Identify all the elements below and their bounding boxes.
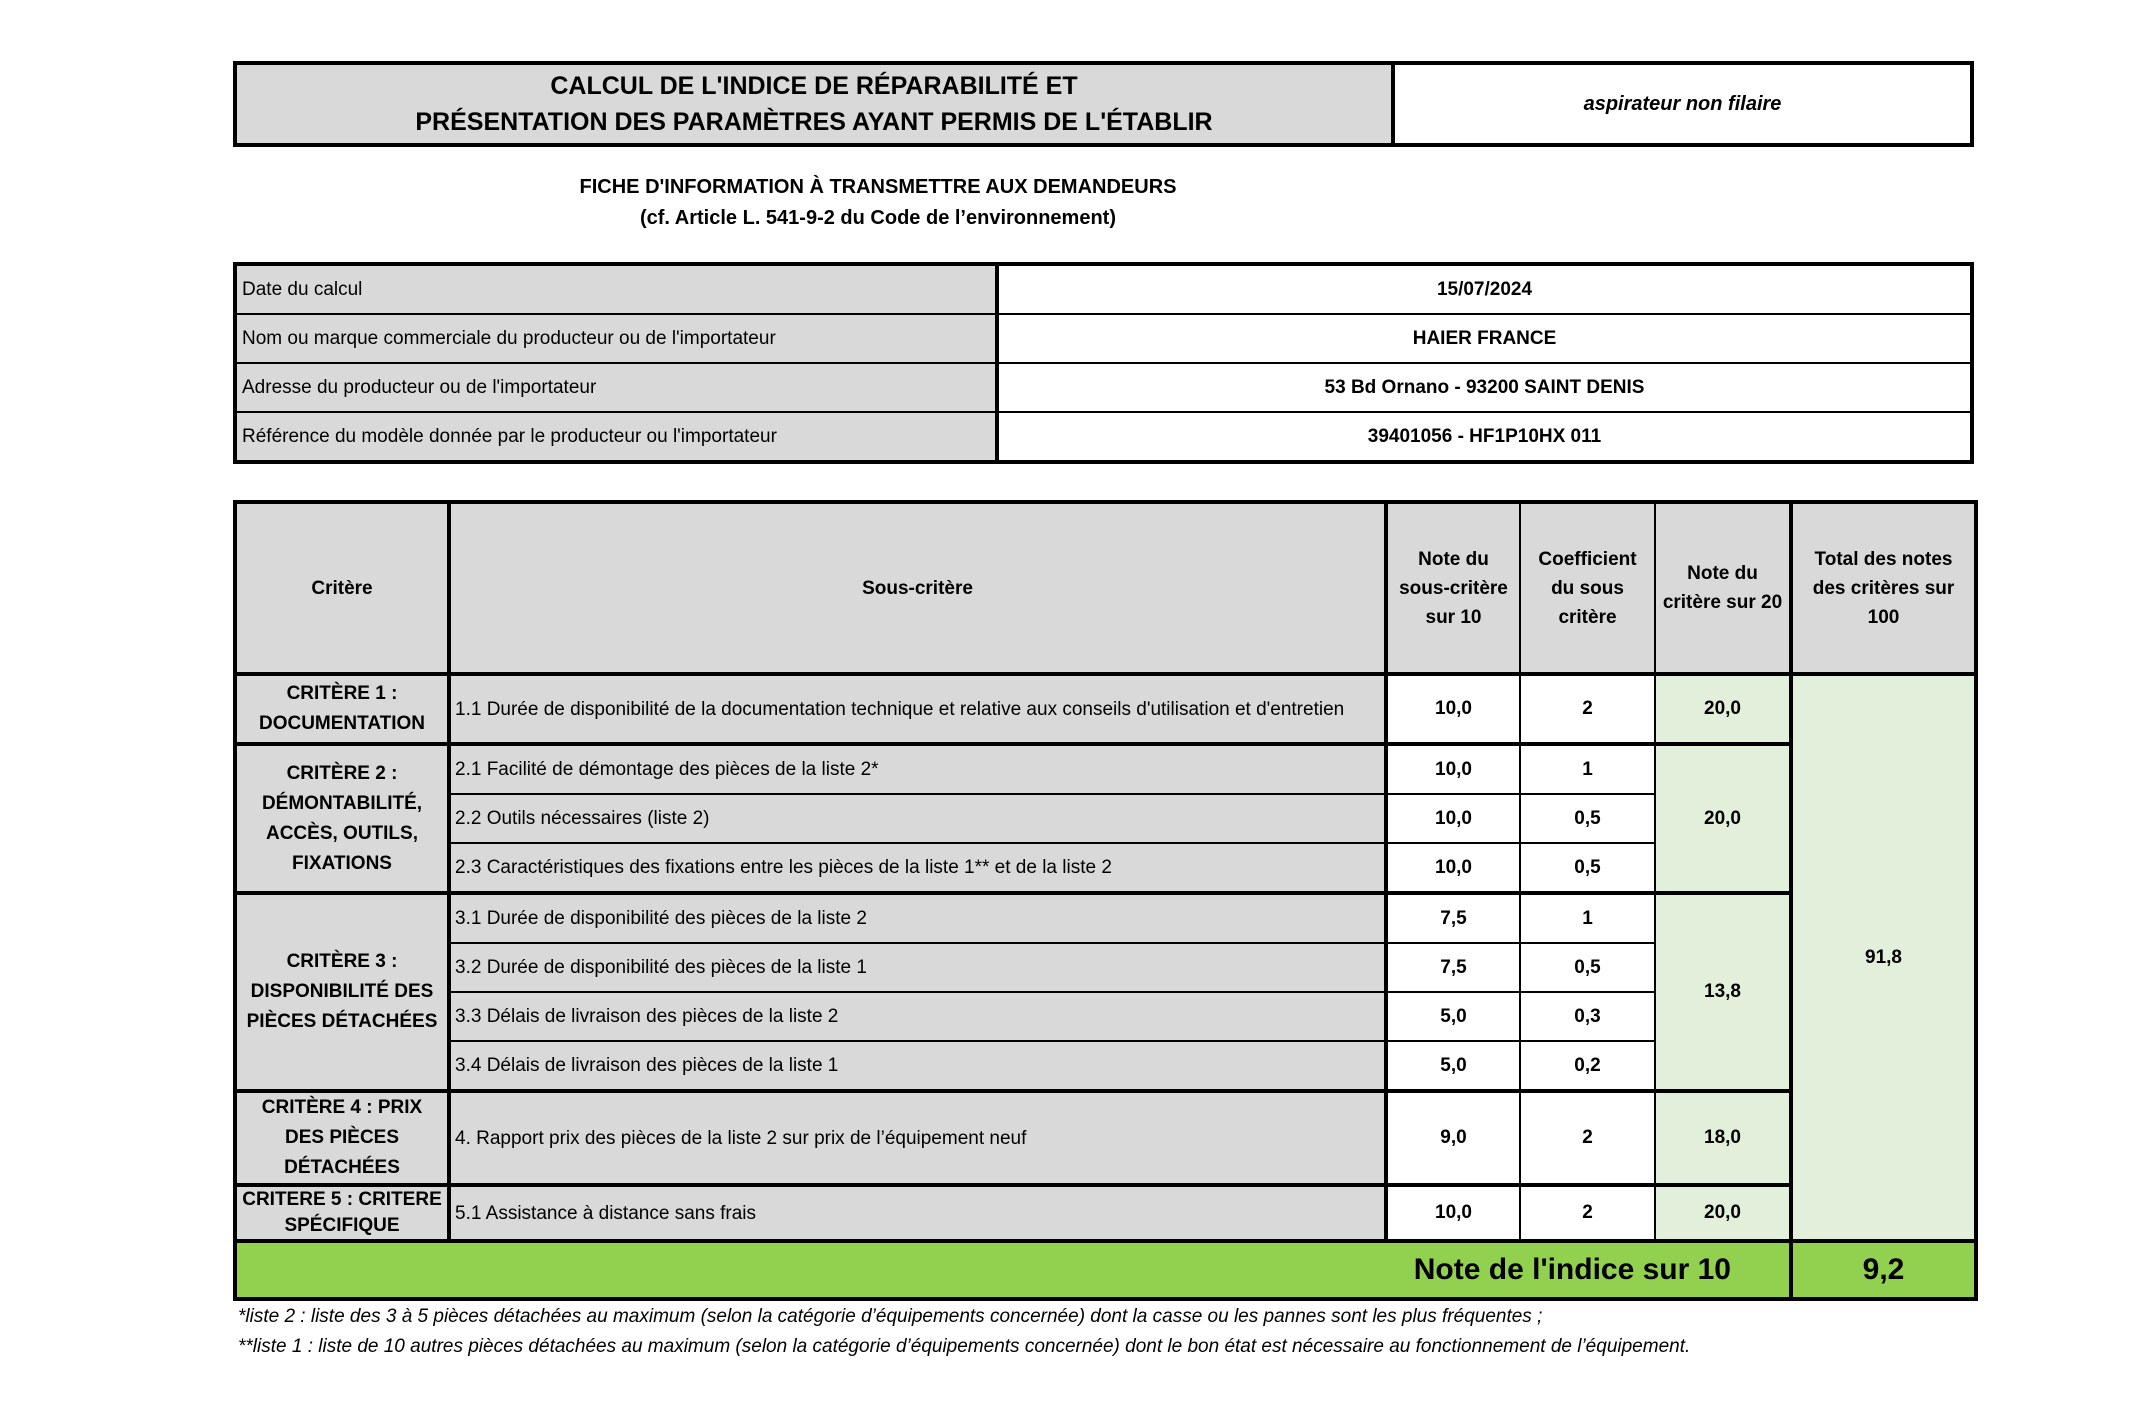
footnote: *liste 2 : liste des 3 à 5 pièces détachées au maximum (selon la catégorie d’équipements concernée) dont la casse ou les pannes sont les plus fréquentes ; [238, 1306, 1543, 1327]
col-header-note-crit: Note du critère sur 20 [1655, 502, 1791, 674]
sub-criterion-note: 10,0 [1386, 1185, 1520, 1241]
criterion-name: CRITERE 5 : CRITERE SPÉCIFIQUE [235, 1185, 449, 1241]
footnotes [238, 1302, 1978, 1362]
info-row [235, 412, 1972, 462]
col-header-coef: Coefficient du sous critère [1520, 502, 1655, 674]
sub-criterion-note: 5,0 [1386, 1041, 1520, 1091]
sub-criterion-coef: 1 [1520, 744, 1655, 794]
criterion-name: CRITÈRE 1 : DOCUMENTATION [235, 674, 449, 744]
sub-criterion-label: 3.4 Délais de livraison des pièces de la liste 1 [449, 1041, 1386, 1091]
info-row [235, 314, 1972, 363]
total-score: 91,8 [1791, 674, 1976, 1241]
table-row [235, 893, 1976, 943]
product-type: aspirateur non filaire [1583, 92, 1782, 115]
sub-criterion-label: 4. Rapport prix des pièces de la liste 2 sur prix de l’équipement neuf [449, 1091, 1386, 1185]
sub-criterion-label: 3.3 Délais de livraison des pièces de la liste 2 [449, 992, 1386, 1041]
info-value: 15/07/2024 [997, 264, 1972, 314]
info-value: 39401056 - HF1P10HX 011 [997, 412, 1972, 462]
title-line-1: CALCUL DE L'INDICE DE RÉPARABILITÉ ET [550, 72, 1078, 100]
col-header-critere: Critère [235, 502, 449, 674]
criterion-score: 13,8 [1655, 893, 1791, 1091]
final-score-row [235, 1241, 1976, 1299]
fiche-line-1: FICHE D'INFORMATION À TRANSMETTRE AUX DEMANDEURS [579, 176, 1177, 198]
sub-criterion-label: 3.2 Durée de disponibilité des pièces de la liste 1 [449, 943, 1386, 992]
sub-criterion-note: 5,0 [1386, 992, 1520, 1041]
criterion-score: 20,0 [1655, 674, 1791, 744]
criterion-score: 20,0 [1655, 1185, 1791, 1241]
final-score-label: Note de l'indice sur 10 [235, 1241, 1791, 1299]
sub-criterion-label: 1.1 Durée de disponibilité de la documentation technique et relative aux conseils d'utilisation et d'entretien [449, 674, 1386, 744]
fiche-heading [233, 172, 1523, 234]
info-value: 53 Bd Ornano - 93200 SAINT DENIS [997, 363, 1972, 412]
criterion-name: CRITÈRE 3 : DISPONIBILITÉ DES PIÈCES DÉTACHÉES [235, 893, 449, 1091]
info-table [233, 262, 1974, 464]
footnote: **liste 1 : liste de 10 autres pièces détachées au maximum (selon la catégorie d’équipements concernée) dont le bon état est nécessaire au fonctionnement de l’équipement. [238, 1336, 1691, 1357]
criteria-table [233, 500, 1978, 1301]
col-header-sous-critere: Sous-critère [449, 502, 1386, 674]
info-label: Date du calcul [235, 264, 997, 314]
table-row [235, 1185, 1976, 1241]
sub-criterion-coef: 0,5 [1520, 943, 1655, 992]
sub-criterion-note: 10,0 [1386, 794, 1520, 843]
criterion-name: CRITÈRE 2 : DÉMONTABILITÉ, ACCÈS, OUTILS, FIXATIONS [235, 744, 449, 893]
criterion-score: 18,0 [1655, 1091, 1791, 1185]
document-title [237, 65, 1395, 143]
info-row [235, 264, 1972, 314]
final-score-value: 9,2 [1791, 1241, 1976, 1299]
sub-criterion-note: 10,0 [1386, 843, 1520, 893]
info-label: Adresse du producteur ou de l'importateur [235, 363, 997, 412]
sub-criterion-note: 10,0 [1386, 744, 1520, 794]
sub-criterion-note: 10,0 [1386, 674, 1520, 744]
sub-criterion-coef: 0,3 [1520, 992, 1655, 1041]
sub-criterion-coef: 2 [1520, 1185, 1655, 1241]
info-row [235, 363, 1972, 412]
sub-criterion-coef: 2 [1520, 674, 1655, 744]
sub-criterion-coef: 2 [1520, 1091, 1655, 1185]
info-value: HAIER FRANCE [997, 314, 1972, 363]
sub-criterion-note: 7,5 [1386, 943, 1520, 992]
sub-criterion-note: 7,5 [1386, 893, 1520, 943]
sub-criterion-label: 5.1 Assistance à distance sans frais [449, 1185, 1386, 1241]
table-row [235, 1091, 1976, 1185]
table-row [235, 744, 1976, 794]
info-label: Référence du modèle donnée par le producteur ou l'importateur [235, 412, 997, 462]
sub-criterion-label: 2.1 Facilité de démontage des pièces de la liste 2* [449, 744, 1386, 794]
sub-criterion-label: 2.2 Outils nécessaires (liste 2) [449, 794, 1386, 843]
criterion-score: 20,0 [1655, 744, 1791, 893]
fiche-line-2: (cf. Article L. 541-9-2 du Code de l’environnement) [639, 207, 1116, 229]
sub-criterion-coef: 0,5 [1520, 794, 1655, 843]
sub-criterion-label: 3.1 Durée de disponibilité des pièces de la liste 2 [449, 893, 1386, 943]
title-line-2: PRÉSENTATION DES PARAMÈTRES AYANT PERMIS DE L'ÉTABLIR [415, 108, 1213, 136]
table-header-row [235, 502, 1976, 674]
sub-criterion-note: 9,0 [1386, 1091, 1520, 1185]
header-box [233, 61, 1974, 147]
col-header-note-sous: Note du sous-critère sur 10 [1386, 502, 1520, 674]
col-header-total: Total des notes des critères sur 100 [1791, 502, 1976, 674]
sub-criterion-label: 2.3 Caractéristiques des fixations entre les pièces de la liste 1** et de la liste 2 [449, 843, 1386, 893]
sub-criterion-coef: 0,5 [1520, 843, 1655, 893]
info-label: Nom ou marque commerciale du producteur ou de l'importateur [235, 314, 997, 363]
sub-criterion-coef: 1 [1520, 893, 1655, 943]
table-row [235, 674, 1976, 744]
sub-criterion-coef: 0,2 [1520, 1041, 1655, 1091]
criterion-name: CRITÈRE 4 : PRIX DES PIÈCES DÉTACHÉES [235, 1091, 449, 1185]
